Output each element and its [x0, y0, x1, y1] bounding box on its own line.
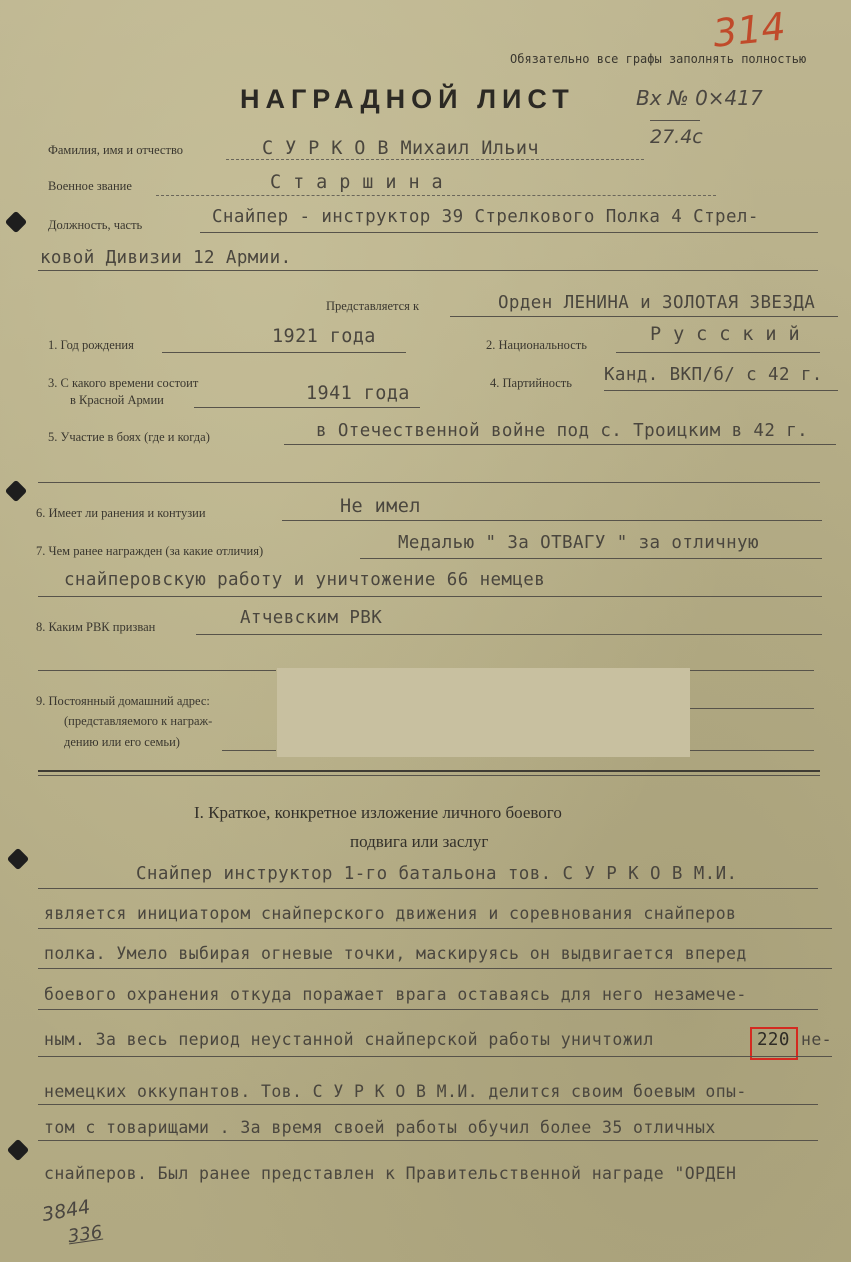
- kill-count-value: 220: [757, 1030, 790, 1050]
- archive-mark: 314: [710, 4, 788, 56]
- army-label-2: в Красной Армии: [70, 393, 164, 407]
- rank-label: Военное звание: [48, 179, 132, 193]
- narrative-line-suffix: не-: [801, 1030, 833, 1049]
- document-title: НАГРАДНОЙ ЛИСТ: [240, 84, 575, 114]
- address-label-3: дению или его семьи): [64, 735, 180, 749]
- battles-value: в Отечественной войне под с. Троицким в 42 г.: [316, 421, 809, 441]
- awards-value-line-1: Медалью " За ОТВАГУ " за отличную: [398, 533, 759, 553]
- handwritten-number: Вх № 0×417: [636, 86, 763, 110]
- nationality-label: 2. Национальность: [486, 338, 587, 352]
- narrative-line: ным. За весь период неустанной снайперской работы уничтожил: [44, 1030, 654, 1049]
- party-value: Канд. ВКП/б/ с 42 г.: [604, 365, 823, 385]
- narrative-line: том с товарищами . За время своей работы обучил более 35 отличных: [44, 1118, 716, 1137]
- narrative-line: является инициатором снайперского движения и соревнования снайперов: [44, 904, 737, 923]
- position-value-line-1: Снайпер - инструктор 39 Стрелкового Полка 4 Стрел-: [212, 207, 759, 227]
- narrative-line: полка. Умело выбирая огневые точки, маскируясь он выдвигается вперед: [44, 944, 747, 963]
- narrative-line: немецких оккупантов. Тов. С У Р К О В М.И. делится своим боевым опы-: [44, 1082, 747, 1101]
- narrative-line: боевого охранения откуда поражает врага оставаясь для него незамече-: [44, 985, 747, 1004]
- presented-value: Орден ЛЕНИНА и ЗОЛОТАЯ ЗВЕЗДА: [498, 293, 816, 313]
- position-label: Должность, часть: [48, 218, 143, 232]
- instruction-note: Обязательно все графы заполнять полностью: [510, 52, 807, 66]
- rvk-value: Атчевским РВК: [240, 608, 383, 628]
- name-value: С У Р К О В Михаил Ильич: [262, 138, 539, 159]
- punch-hole-mark: [5, 480, 28, 503]
- battles-label: 5. Участие в боях (где и когда): [48, 430, 210, 444]
- narrative-line: снайперов. Был ранее представлен к Правительственной награде "ОРДЕН: [44, 1164, 737, 1183]
- awards-label: 7. Чем ранее награжден (за какие отличия): [36, 544, 264, 558]
- wounds-label: 6. Имеет ли ранения и контузии: [36, 506, 206, 520]
- rank-value: С т а р ш и н а: [270, 172, 444, 193]
- address-label-2: (представляемого к награж-: [64, 714, 213, 728]
- birth-value: 1921 года: [272, 326, 376, 347]
- punch-hole-mark: [7, 1139, 30, 1162]
- presented-label: Представляется к: [326, 299, 420, 313]
- name-label: Фамилия, имя и отчество: [48, 143, 184, 157]
- handwritten-footer-number: 336: [66, 1221, 104, 1248]
- narrative-line: Снайпер инструктор 1-го батальона тов. С У Р К О В М.И.: [136, 864, 738, 884]
- nationality-value: Р у с с к и й: [650, 324, 800, 345]
- address-label-1: 9. Постоянный домашний адрес:: [36, 694, 210, 708]
- party-label: 4. Партийность: [490, 376, 572, 390]
- rvk-label: 8. Каким РВК призван: [36, 620, 156, 634]
- awards-value-line-2: снайперовскую работу и уничтожение 66 немцев: [64, 570, 546, 590]
- army-label-1: 3. С какого времени состоит: [48, 376, 199, 390]
- position-value-line-2: ковой Дивизии 12 Армии.: [40, 248, 292, 268]
- section-title-line-2: подвига или заслуг: [350, 832, 489, 851]
- handwritten-footer-number: 3844: [40, 1195, 92, 1227]
- punch-hole-mark: [7, 848, 30, 871]
- birth-label: 1. Год рождения: [48, 338, 134, 352]
- army-value: 1941 года: [306, 383, 410, 404]
- wounds-value: Не имел: [340, 496, 421, 517]
- section-title-line-1: I. Краткое, конкретное изложение личного боевого: [194, 803, 562, 822]
- redaction-box: [277, 668, 690, 757]
- handwritten-date: 27.4с: [650, 126, 703, 148]
- punch-hole-mark: [5, 211, 28, 234]
